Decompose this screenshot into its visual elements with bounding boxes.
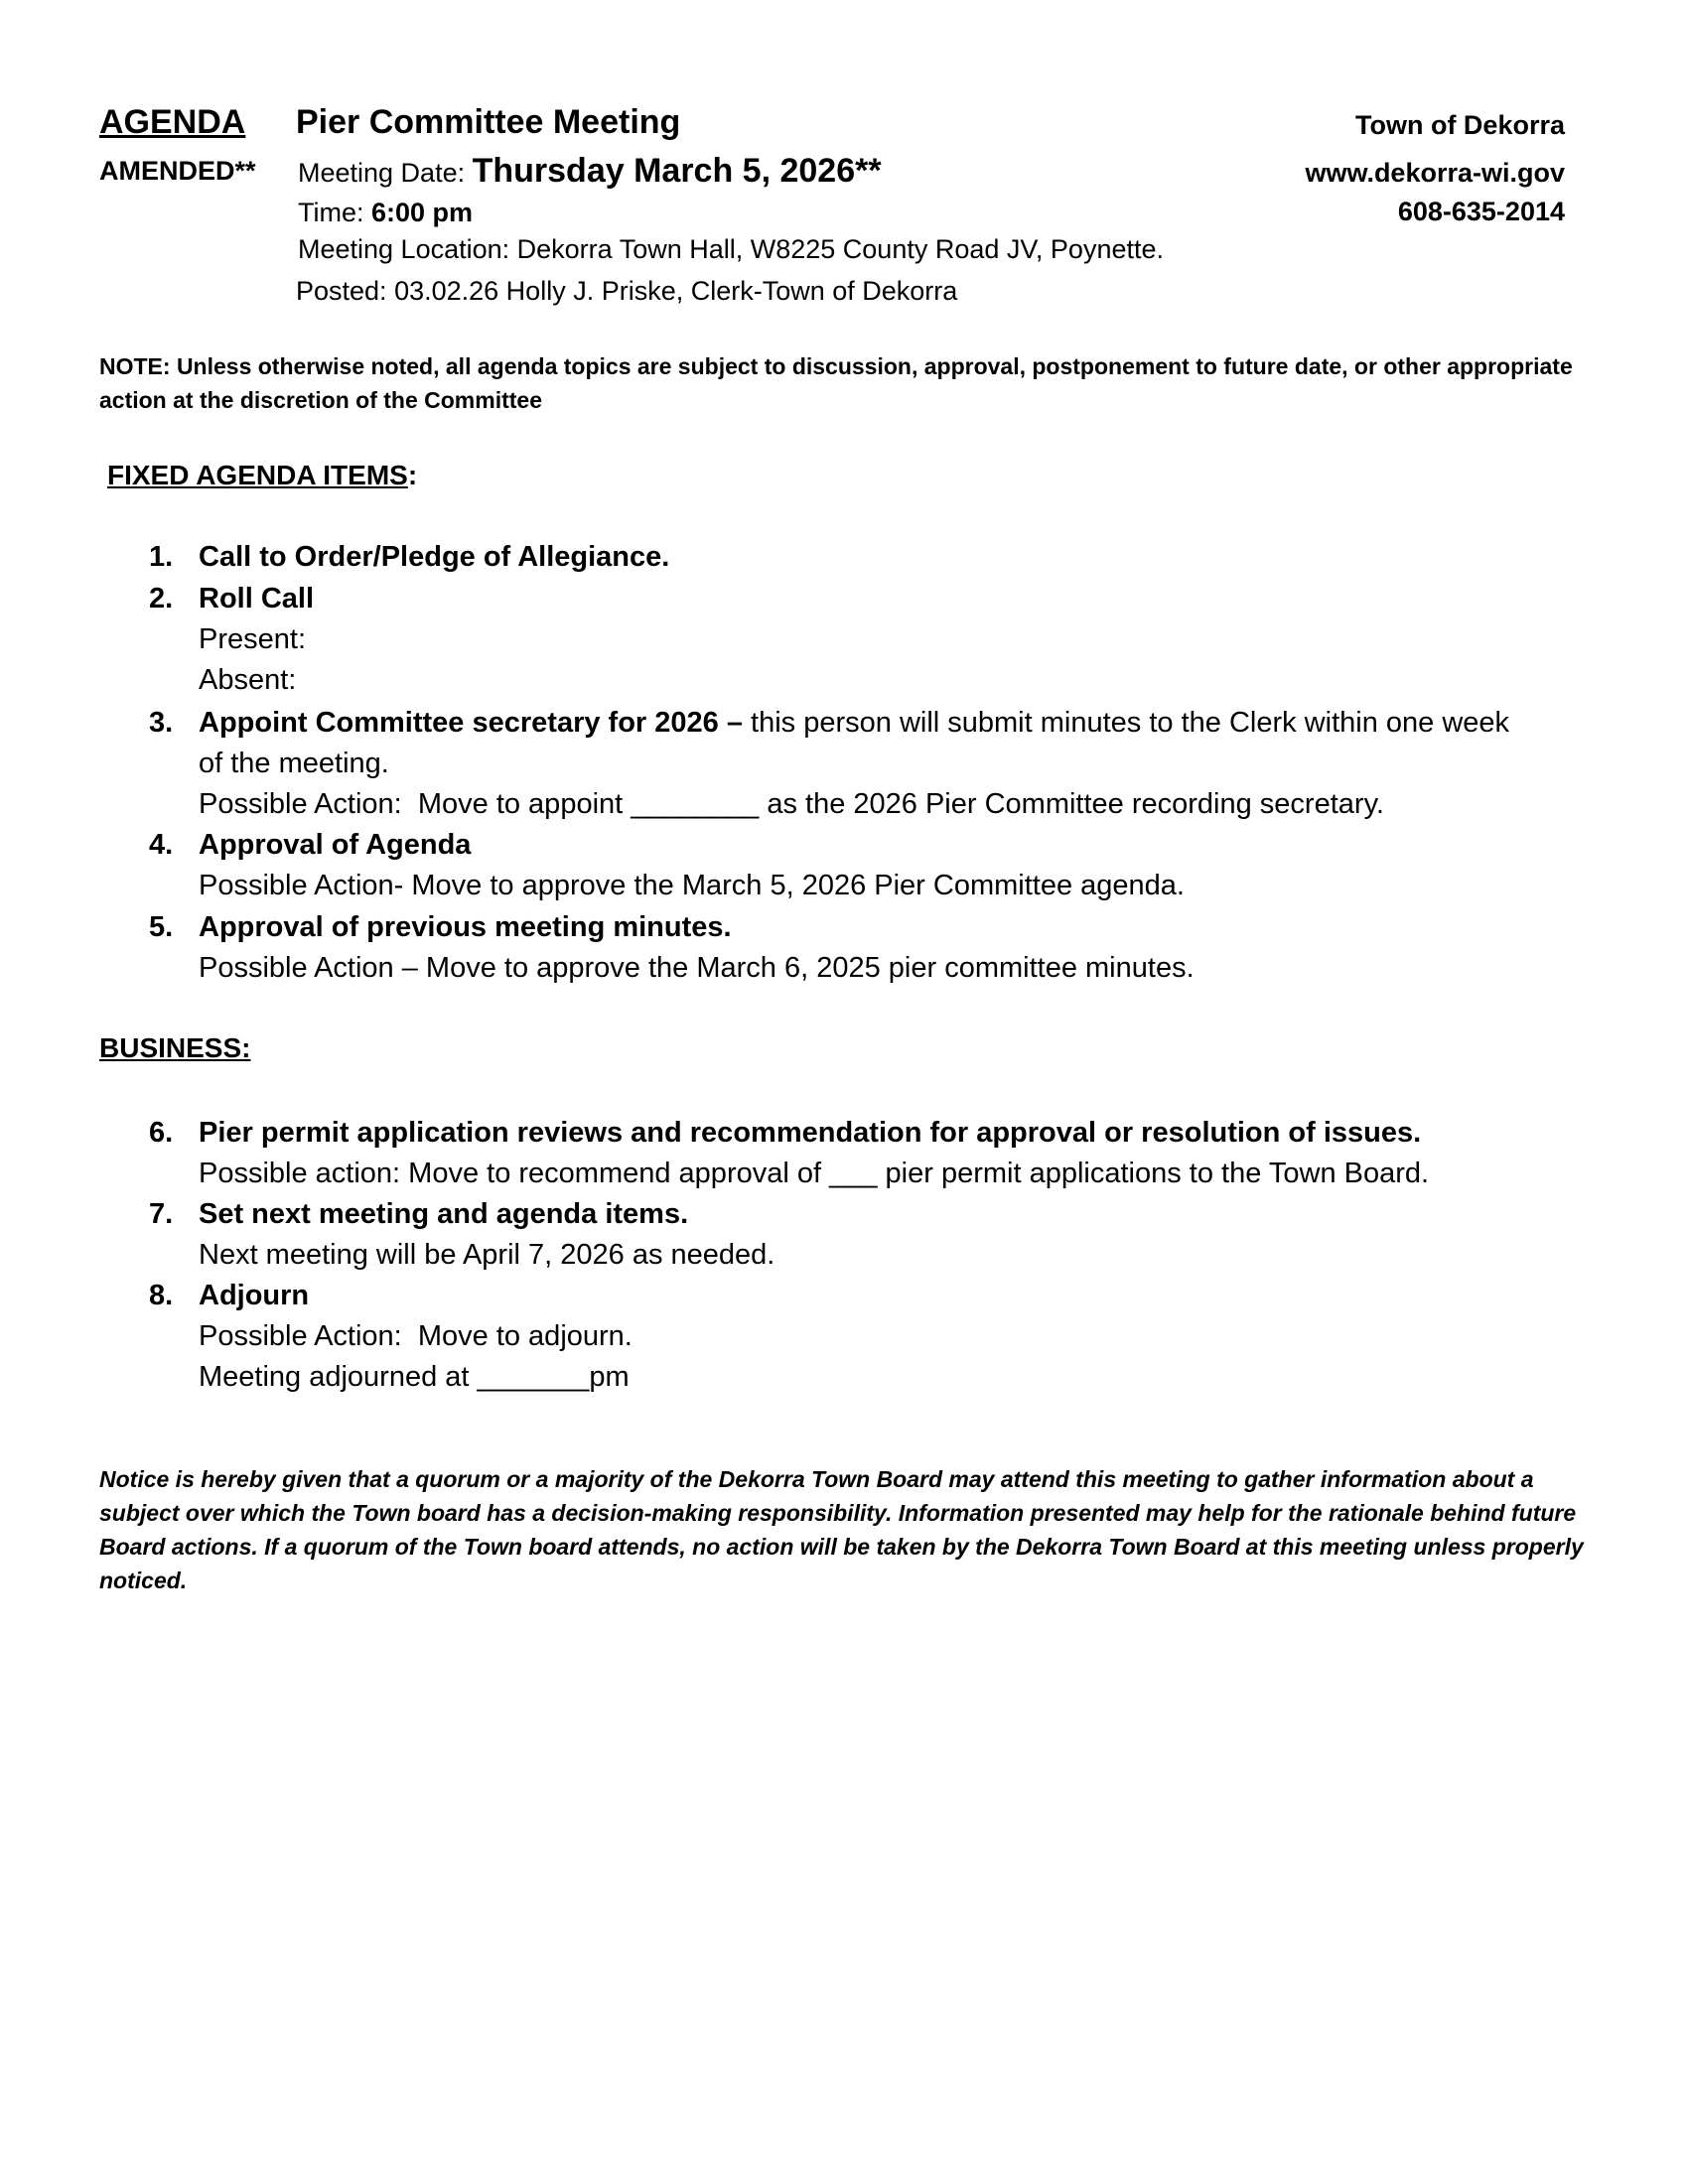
agenda-label: AGENDA xyxy=(99,103,246,141)
item-detail-line: of the meeting. xyxy=(199,748,389,779)
item-title: Call to Order/Pledge of Allegiance. xyxy=(199,541,670,573)
meeting-location-row xyxy=(298,234,1164,265)
meeting-date-value: Thursday March 5, 2026** xyxy=(472,152,882,190)
amended-label: AMENDED** xyxy=(99,156,256,186)
item-number: 2. xyxy=(149,583,174,614)
meeting-time-row xyxy=(298,198,473,228)
item-detail-line: Possible action: Move to recommend approval of ___ pier permit applications to the Town Board. xyxy=(199,1158,1430,1189)
org-website-link[interactable]: www.dekorra-wi.gov xyxy=(1305,158,1565,188)
org-name: Town of Dekorra xyxy=(1354,110,1565,140)
meeting-date-label: Meeting Date: xyxy=(298,158,466,188)
item-detail-line: Absent: xyxy=(199,664,297,696)
item-detail-line: Next meeting will be April 7, 2026 as needed. xyxy=(199,1239,775,1271)
item-detail-line: Possible Action – Move to approve the March 6, 2025 pier committee minutes. xyxy=(199,952,1195,984)
meeting-time-label: Time: xyxy=(298,198,364,227)
item-title: Adjourn xyxy=(199,1280,310,1311)
item-title: Approval of Agenda xyxy=(199,829,472,861)
quorum-notice: Notice is hereby given that a quorum or a majority of the Dekorra Town Board may attend this meeting to gather information about a subject over which the Town board has a decision-making responsibility. Information presented may help for the rationale behind future Board actions. If a quorum of the Town board attends, no action will be taken by the Dekorra Town Board at this meeting unless properly noticed. xyxy=(99,1466,1584,1593)
item-title: Set next meeting and agenda items. xyxy=(199,1198,689,1230)
fixed-agenda-items-heading xyxy=(107,460,417,491)
item-number: 7. xyxy=(149,1198,174,1230)
posted-row xyxy=(296,276,957,307)
item-title: Approval of previous meeting minutes. xyxy=(199,911,732,943)
fixed-agenda-items-heading-colon: : xyxy=(407,460,418,490)
item-title: Pier permit application reviews and recommendation for approval or resolution of issues. xyxy=(199,1117,1422,1149)
page-title: Pier Committee Meeting xyxy=(296,103,681,141)
item-detail-line: Meeting adjourned at _______pm xyxy=(199,1361,630,1393)
meeting-location-value: Dekorra Town Hall, W8225 County Road JV, Poynette. xyxy=(516,234,1165,264)
item-title: Roll Call xyxy=(199,583,315,614)
posted-value: 03.02.26 Holly J. Priske, Clerk-Town of Dekorra xyxy=(394,276,958,306)
posted-label: Posted: xyxy=(296,276,387,306)
meeting-date-row xyxy=(298,152,882,191)
org-phone: 608-635-2014 xyxy=(1397,197,1565,226)
item-detail-line: Possible Action: Move to adjourn. xyxy=(199,1320,633,1352)
item-number: 6. xyxy=(149,1117,174,1149)
item-title-rest: this person will submit minutes to the Clerk within one week xyxy=(742,707,1510,739)
item-number: 8. xyxy=(149,1280,174,1311)
business-heading: BUSINESS: xyxy=(99,1032,251,1063)
item-title: Appoint Committee secretary for 2026 – xyxy=(199,707,743,739)
fixed-agenda-items-heading-text: FIXED AGENDA ITEMS xyxy=(107,460,408,490)
item-detail-line: Possible Action- Move to approve the March 5, 2026 Pier Committee agenda. xyxy=(199,870,1185,901)
item-number: 3. xyxy=(149,707,174,739)
item-number: 4. xyxy=(149,829,174,861)
meeting-time-value: 6:00 pm xyxy=(371,198,474,227)
meeting-location-label: Meeting Location: xyxy=(298,234,510,264)
agenda-note: NOTE: Unless otherwise noted, all agenda topics are subject to discussion, approval, postponement to future date, or other appropriate action at the discretion of the Committee xyxy=(99,353,1573,413)
item-detail-line: Present: xyxy=(199,623,306,655)
item-detail-line: Possible Action: Move to appoint ________ as the 2026 Pier Committee recording secretary. xyxy=(199,788,1384,820)
item-number: 5. xyxy=(149,911,174,943)
item-number: 1. xyxy=(149,541,174,573)
